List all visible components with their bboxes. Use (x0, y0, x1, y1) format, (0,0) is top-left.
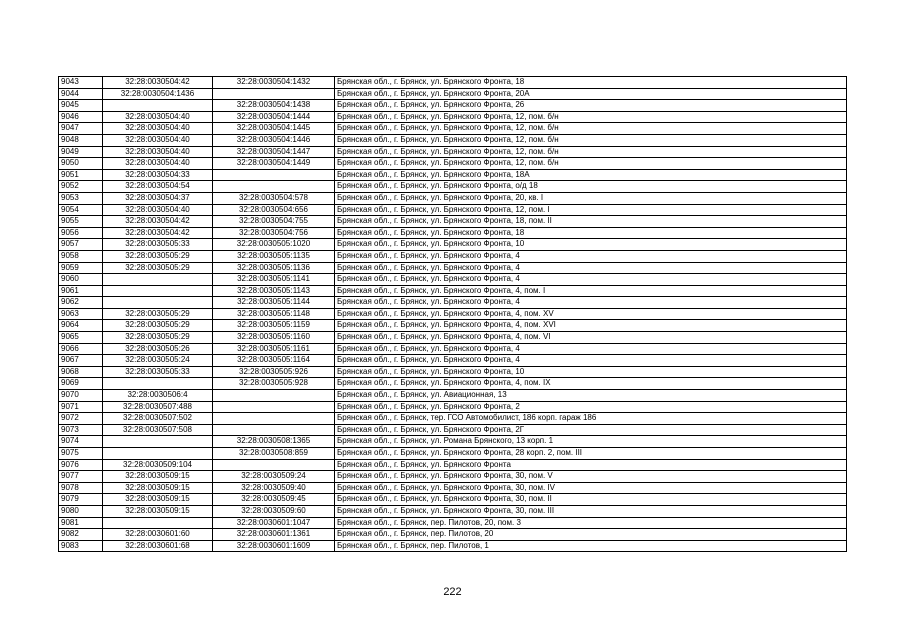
row-number-cell: 9075 (59, 448, 103, 460)
table-row (59, 355, 847, 367)
building-cadastral-number-cell (213, 169, 335, 181)
table-row (59, 192, 847, 204)
table-row (59, 517, 847, 529)
address-cell: Брянская обл., г. Брянск, ул. Брянского Фронта, 30, пом. II (335, 494, 847, 506)
land-cadastral-number-cell: 32:28:0030504:40 (103, 134, 213, 146)
address-cell: Брянская обл., г. Брянск, пер. Пилотов, 20 (335, 529, 847, 541)
row-number-cell: 9044 (59, 88, 103, 100)
land-cadastral-number-cell: 32:28:0030507:508 (103, 424, 213, 436)
land-cadastral-number-cell (103, 285, 213, 297)
table-row (59, 262, 847, 274)
row-number-cell: 9078 (59, 482, 103, 494)
row-number-cell: 9079 (59, 494, 103, 506)
land-cadastral-number-cell: 32:28:0030504:33 (103, 169, 213, 181)
address-cell: Брянская обл., г. Брянск, ул. Брянского Фронта, 12, пом. б/н (335, 146, 847, 158)
land-cadastral-number-cell: 32:28:0030504:40 (103, 123, 213, 135)
table-row (59, 204, 847, 216)
building-cadastral-number-cell (213, 181, 335, 193)
building-cadastral-number-cell: 32:28:0030505:1135 (213, 250, 335, 262)
building-cadastral-number-cell: 32:28:0030505:1020 (213, 239, 335, 251)
table-row (59, 494, 847, 506)
table-row (59, 239, 847, 251)
land-cadastral-number-cell (103, 100, 213, 112)
land-cadastral-number-cell: 32:28:0030509:15 (103, 494, 213, 506)
building-cadastral-number-cell: 32:28:0030509:45 (213, 494, 335, 506)
address-cell: Брянская обл., г. Брянск, ул. Брянского Фронта, 10 (335, 366, 847, 378)
table-row (59, 123, 847, 135)
building-cadastral-number-cell: 32:28:0030504:1449 (213, 158, 335, 170)
building-cadastral-number-cell: 32:28:0030504:1445 (213, 123, 335, 135)
land-cadastral-number-cell: 32:28:0030504:40 (103, 111, 213, 123)
row-number-cell: 9073 (59, 424, 103, 436)
building-cadastral-number-cell: 32:28:0030505:1144 (213, 297, 335, 309)
land-cadastral-number-cell (103, 378, 213, 390)
table-row (59, 332, 847, 344)
building-cadastral-number-cell: 32:28:0030505:1143 (213, 285, 335, 297)
table-row (59, 459, 847, 471)
table-row (59, 111, 847, 123)
building-cadastral-number-cell: 32:28:0030504:1444 (213, 111, 335, 123)
table-row (59, 366, 847, 378)
row-number-cell: 9057 (59, 239, 103, 251)
land-cadastral-number-cell: 32:28:0030506:4 (103, 390, 213, 402)
row-number-cell: 9062 (59, 297, 103, 309)
row-number-cell: 9049 (59, 146, 103, 158)
building-cadastral-number-cell: 32:28:0030504:1432 (213, 77, 335, 89)
building-cadastral-number-cell: 32:28:0030505:928 (213, 378, 335, 390)
row-number-cell: 9077 (59, 471, 103, 483)
building-cadastral-number-cell: 32:28:0030505:1164 (213, 355, 335, 367)
address-cell: Брянская обл., г. Брянск, ул. Брянского Фронта, 28 корп. 2, пом. III (335, 448, 847, 460)
address-cell: Брянская обл., г. Брянск, ул. Брянского Фронта, 26 (335, 100, 847, 112)
address-cell: Брянская обл., г. Брянск, ул. Брянского Фронта, 18А (335, 169, 847, 181)
address-cell: Брянская обл., г. Брянск, ул. Брянского Фронта, 4, пом. IX (335, 378, 847, 390)
building-cadastral-number-cell: 32:28:0030509:40 (213, 482, 335, 494)
building-cadastral-number-cell (213, 88, 335, 100)
building-cadastral-number-cell (213, 413, 335, 425)
address-cell: Брянская обл., г. Брянск, ул. Брянского Фронта, 4, пом. XVI (335, 320, 847, 332)
table-row (59, 390, 847, 402)
row-number-cell: 9052 (59, 181, 103, 193)
building-cadastral-number-cell: 32:28:0030505:1136 (213, 262, 335, 274)
land-cadastral-number-cell (103, 297, 213, 309)
building-cadastral-number-cell: 32:28:0030504:1446 (213, 134, 335, 146)
row-number-cell: 9080 (59, 505, 103, 517)
land-cadastral-number-cell: 32:28:0030505:33 (103, 366, 213, 378)
address-cell: Брянская обл., г. Брянск, тер. ГСО Автомобилист, 186 корп. гараж 186 (335, 413, 847, 425)
table-row (59, 413, 847, 425)
address-cell: Брянская обл., г. Брянск, пер. Пилотов, 20, пом. 3 (335, 517, 847, 529)
table-row (59, 216, 847, 228)
building-cadastral-number-cell: 32:28:0030601:1047 (213, 517, 335, 529)
land-cadastral-number-cell: 32:28:0030504:42 (103, 216, 213, 228)
address-cell: Брянская обл., г. Брянск, ул. Брянского Фронта, 2Г (335, 424, 847, 436)
address-cell: Брянская обл., г. Брянск, ул. Брянского Фронта, 12, пом. б/н (335, 158, 847, 170)
row-number-cell: 9048 (59, 134, 103, 146)
table-row (59, 471, 847, 483)
land-cadastral-number-cell: 32:28:0030509:15 (103, 471, 213, 483)
table-row (59, 77, 847, 89)
land-cadastral-number-cell: 32:28:0030505:29 (103, 308, 213, 320)
land-cadastral-number-cell: 32:28:0030504:37 (103, 192, 213, 204)
table-row (59, 274, 847, 286)
land-cadastral-number-cell: 32:28:0030505:29 (103, 262, 213, 274)
address-cell: Брянская обл., г. Брянск, ул. Брянского Фронта, 4 (335, 297, 847, 309)
table-row (59, 343, 847, 355)
building-cadastral-number-cell: 32:28:0030504:1438 (213, 100, 335, 112)
land-cadastral-number-cell (103, 274, 213, 286)
land-cadastral-number-cell: 32:28:0030505:33 (103, 239, 213, 251)
land-cadastral-number-cell: 32:28:0030504:1436 (103, 88, 213, 100)
land-cadastral-number-cell (103, 517, 213, 529)
registry-table-body (59, 77, 847, 552)
address-cell: Брянская обл., г. Брянск, ул. Брянского Фронта, 12, пом. б/н (335, 111, 847, 123)
land-cadastral-number-cell: 32:28:0030507:488 (103, 401, 213, 413)
table-row (59, 505, 847, 517)
land-cadastral-number-cell: 32:28:0030504:42 (103, 77, 213, 89)
address-cell: Брянская обл., г. Брянск, ул. Брянского Фронта, 30, пом. IV (335, 482, 847, 494)
building-cadastral-number-cell: 32:28:0030508:1365 (213, 436, 335, 448)
row-number-cell: 9059 (59, 262, 103, 274)
building-cadastral-number-cell: 32:28:0030504:1447 (213, 146, 335, 158)
land-cadastral-number-cell: 32:28:0030601:68 (103, 540, 213, 552)
building-cadastral-number-cell: 32:28:0030504:656 (213, 204, 335, 216)
building-cadastral-number-cell: 32:28:0030505:1160 (213, 332, 335, 344)
table-row (59, 134, 847, 146)
table-row (59, 169, 847, 181)
page-number: 222 (443, 586, 462, 598)
address-cell: Брянская обл., г. Брянск, ул. Брянского Фронта, 10 (335, 239, 847, 251)
table-row (59, 424, 847, 436)
building-cadastral-number-cell: 32:28:0030505:926 (213, 366, 335, 378)
address-cell: Брянская обл., г. Брянск, ул. Брянского Фронта, 4, пом. VI (335, 332, 847, 344)
address-cell: Брянская обл., г. Брянск, ул. Брянского Фронта, 12, пом. б/н (335, 123, 847, 135)
row-number-cell: 9047 (59, 123, 103, 135)
address-cell: Брянская обл., г. Брянск, ул. Брянского Фронта, 30, пом. V (335, 471, 847, 483)
building-cadastral-number-cell: 32:28:0030601:1609 (213, 540, 335, 552)
building-cadastral-number-cell (213, 459, 335, 471)
row-number-cell: 9074 (59, 436, 103, 448)
table-row (59, 308, 847, 320)
land-cadastral-number-cell: 32:28:0030504:54 (103, 181, 213, 193)
table-row (59, 540, 847, 552)
land-cadastral-number-cell: 32:28:0030509:15 (103, 505, 213, 517)
table-row (59, 227, 847, 239)
table-row (59, 146, 847, 158)
land-cadastral-number-cell: 32:28:0030509:15 (103, 482, 213, 494)
land-cadastral-number-cell: 32:28:0030505:26 (103, 343, 213, 355)
building-cadastral-number-cell: 32:28:0030504:756 (213, 227, 335, 239)
table-row (59, 297, 847, 309)
building-cadastral-number-cell (213, 390, 335, 402)
land-cadastral-number-cell: 32:28:0030504:40 (103, 204, 213, 216)
row-number-cell: 9058 (59, 250, 103, 262)
address-cell: Брянская обл., г. Брянск, ул. Брянского Фронта, 2 (335, 401, 847, 413)
table-row (59, 88, 847, 100)
row-number-cell: 9083 (59, 540, 103, 552)
row-number-cell: 9081 (59, 517, 103, 529)
row-number-cell: 9054 (59, 204, 103, 216)
address-cell: Брянская обл., г. Брянск, ул. Брянского Фронта, о/д 18 (335, 181, 847, 193)
row-number-cell: 9082 (59, 529, 103, 541)
building-cadastral-number-cell: 32:28:0030601:1361 (213, 529, 335, 541)
row-number-cell: 9055 (59, 216, 103, 228)
table-row (59, 320, 847, 332)
row-number-cell: 9065 (59, 332, 103, 344)
row-number-cell: 9064 (59, 320, 103, 332)
table-row (59, 250, 847, 262)
land-cadastral-number-cell: 32:28:0030505:24 (103, 355, 213, 367)
land-cadastral-number-cell: 32:28:0030504:40 (103, 146, 213, 158)
building-cadastral-number-cell (213, 401, 335, 413)
address-cell: Брянская обл., г. Брянск, ул. Брянского Фронта, 30, пом. III (335, 505, 847, 517)
row-number-cell: 9061 (59, 285, 103, 297)
land-cadastral-number-cell: 32:28:0030505:29 (103, 332, 213, 344)
address-cell: Брянская обл., г. Брянск, ул. Брянского Фронта (335, 459, 847, 471)
row-number-cell: 9071 (59, 401, 103, 413)
table-row (59, 448, 847, 460)
table-row (59, 529, 847, 541)
table-row (59, 285, 847, 297)
address-cell: Брянская обл., г. Брянск, ул. Брянского Фронта, 20А (335, 88, 847, 100)
table-row (59, 181, 847, 193)
row-number-cell: 9076 (59, 459, 103, 471)
row-number-cell: 9051 (59, 169, 103, 181)
land-cadastral-number-cell: 32:28:0030601:60 (103, 529, 213, 541)
building-cadastral-number-cell: 32:28:0030505:1148 (213, 308, 335, 320)
row-number-cell: 9068 (59, 366, 103, 378)
address-cell: Брянская обл., г. Брянск, пер. Пилотов, 1 (335, 540, 847, 552)
row-number-cell: 9070 (59, 390, 103, 402)
land-cadastral-number-cell: 32:28:0030504:40 (103, 158, 213, 170)
table-row (59, 401, 847, 413)
row-number-cell: 9046 (59, 111, 103, 123)
row-number-cell: 9053 (59, 192, 103, 204)
address-cell: Брянская обл., г. Брянск, ул. Брянского Фронта, 18 (335, 227, 847, 239)
address-cell: Брянская обл., г. Брянск, ул. Брянского Фронта, 20, кв. I (335, 192, 847, 204)
row-number-cell: 9069 (59, 378, 103, 390)
table-row (59, 436, 847, 448)
table-row (59, 378, 847, 390)
table-row (59, 158, 847, 170)
address-cell: Брянская обл., г. Брянск, ул. Брянского Фронта, 4 (335, 262, 847, 274)
land-cadastral-number-cell (103, 436, 213, 448)
address-cell: Брянская обл., г. Брянск, ул. Романа Брянского, 13 корп. 1 (335, 436, 847, 448)
land-cadastral-number-cell: 32:28:0030505:29 (103, 320, 213, 332)
row-number-cell: 9060 (59, 274, 103, 286)
row-number-cell: 9072 (59, 413, 103, 425)
building-cadastral-number-cell: 32:28:0030505:1141 (213, 274, 335, 286)
row-number-cell: 9063 (59, 308, 103, 320)
building-cadastral-number-cell: 32:28:0030509:60 (213, 505, 335, 517)
table-row (59, 100, 847, 112)
address-cell: Брянская обл., г. Брянск, ул. Брянского Фронта, 18, пом. II (335, 216, 847, 228)
registry-table (58, 76, 847, 552)
row-number-cell: 9050 (59, 158, 103, 170)
building-cadastral-number-cell: 32:28:0030505:1161 (213, 343, 335, 355)
table-row (59, 482, 847, 494)
address-cell: Брянская обл., г. Брянск, ул. Брянского Фронта, 18 (335, 77, 847, 89)
address-cell: Брянская обл., г. Брянск, ул. Брянского Фронта, 4 (335, 355, 847, 367)
land-cadastral-number-cell: 32:28:0030504:42 (103, 227, 213, 239)
building-cadastral-number-cell (213, 424, 335, 436)
land-cadastral-number-cell: 32:28:0030505:29 (103, 250, 213, 262)
building-cadastral-number-cell: 32:28:0030509:24 (213, 471, 335, 483)
address-cell: Брянская обл., г. Брянск, ул. Брянского Фронта, 4 (335, 343, 847, 355)
building-cadastral-number-cell: 32:28:0030504:578 (213, 192, 335, 204)
land-cadastral-number-cell: 32:28:0030509:104 (103, 459, 213, 471)
row-number-cell: 9043 (59, 77, 103, 89)
building-cadastral-number-cell: 32:28:0030508:859 (213, 448, 335, 460)
address-cell: Брянская обл., г. Брянск, ул. Брянского Фронта, 4 (335, 250, 847, 262)
address-cell: Брянская обл., г. Брянск, ул. Авиационная, 13 (335, 390, 847, 402)
address-cell: Брянская обл., г. Брянск, ул. Брянского Фронта, 12, пом. б/н (335, 134, 847, 146)
land-cadastral-number-cell: 32:28:0030507:502 (103, 413, 213, 425)
building-cadastral-number-cell: 32:28:0030505:1159 (213, 320, 335, 332)
address-cell: Брянская обл., г. Брянск, ул. Брянского Фронта, 12, пом. I (335, 204, 847, 216)
address-cell: Брянская обл., г. Брянск, ул. Брянского Фронта, 4, пом. I (335, 285, 847, 297)
address-cell: Брянская обл., г. Брянск, ул. Брянского Фронта, 4, пом. XV (335, 308, 847, 320)
address-cell: Брянская обл., г. Брянск, ул. Брянского Фронта, 4 (335, 274, 847, 286)
row-number-cell: 9066 (59, 343, 103, 355)
building-cadastral-number-cell: 32:28:0030504:755 (213, 216, 335, 228)
row-number-cell: 9045 (59, 100, 103, 112)
land-cadastral-number-cell (103, 448, 213, 460)
row-number-cell: 9067 (59, 355, 103, 367)
row-number-cell: 9056 (59, 227, 103, 239)
